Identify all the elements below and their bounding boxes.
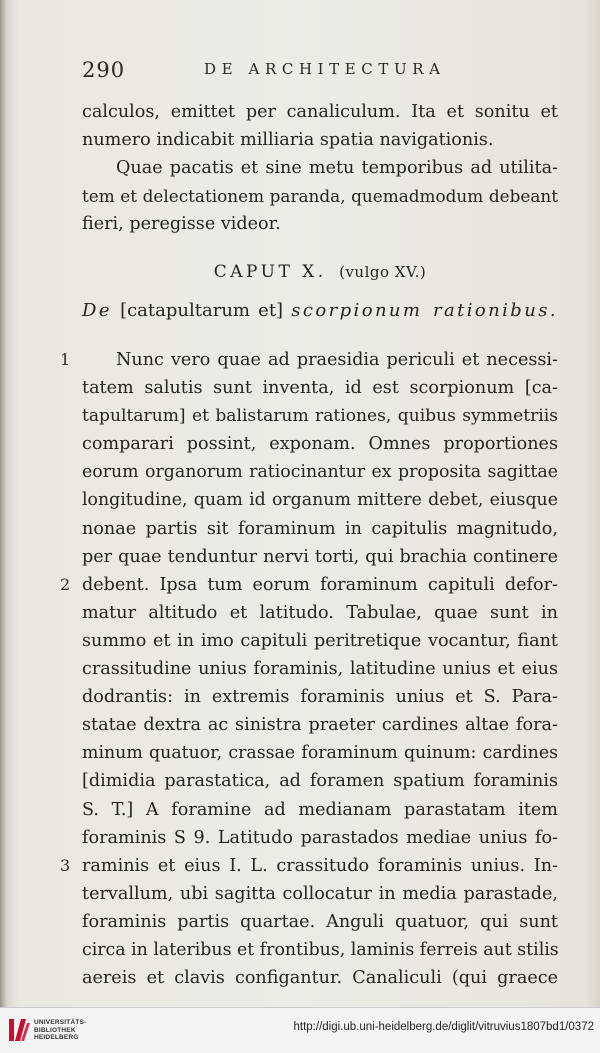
source-url-link[interactable]: http://digi.ub.uni-heidelberg.de/diglit/vitruvius1807bd1/0372 (293, 1021, 594, 1033)
text-line: fieri, peregisse videor. (82, 214, 281, 235)
line-text: raminis et eius I. L. crassitudo foraminis unius. In- (82, 855, 558, 876)
text-line (82, 796, 558, 824)
line-text: aereis et clavis configantur. Canaliculi (qui graece (82, 968, 558, 989)
library-name (34, 1019, 86, 1042)
text-line (82, 739, 558, 767)
university-library-logo-icon (8, 1017, 30, 1043)
text-line (82, 627, 558, 655)
margin-section-number: 1 (60, 350, 71, 369)
text-line (82, 374, 558, 402)
line-text: foraminis partis quartae. Anguli quatuor, qui sunt (82, 911, 558, 932)
line-text: matur altitudo et latitudo. Tabulae, quae sunt in (82, 602, 558, 623)
text-line (82, 964, 558, 992)
text-line (82, 543, 558, 571)
line-text: statae dextra ac sinistra praeter cardines altae fora- (82, 715, 558, 736)
running-head (82, 58, 572, 84)
text-line (82, 458, 558, 486)
page-number: 290 (82, 58, 126, 82)
line-text: comparari possint, exponam. Omnes proportiones (82, 434, 558, 455)
text-line (82, 824, 558, 852)
subtitle-bracket: [catapultarum et] (120, 300, 284, 321)
text-line (60, 571, 558, 599)
text-line (82, 880, 558, 908)
text-line (82, 599, 558, 627)
line-text: S. T.] A foramine ad medianam parastatam item (82, 799, 558, 820)
margin-section-number: 3 (60, 855, 71, 875)
margin-section-number: 2 (60, 574, 71, 594)
line-text: longitudine, quam id organum mittere debet, eiusque (82, 490, 558, 511)
line-text: tatem salutis sunt inventa, id est scorpionum [ca- (82, 378, 558, 399)
line-text: eorum organorum ratiocinantur ex proposita sagittae (82, 462, 558, 483)
subtitle-italic: scorpionum rationibus. (291, 300, 558, 321)
text-line (82, 655, 558, 683)
intro-paragraph (82, 98, 558, 238)
line-text: nonae partis sit foraminum in capitulis magnitudo, (82, 518, 558, 539)
text-line (60, 346, 558, 374)
library-name-line: BIBLIOTHEK (34, 1026, 76, 1034)
line-text: debent. Ipsa tum eorum foraminum capituli defor- (82, 574, 558, 595)
line-text: tapultarum] et balistarum rationes, quibus symmetriis (82, 406, 558, 427)
line-text: minum quatuor, crassae foraminum quinum: cardines (82, 743, 558, 764)
line-text: dodrantis: in extremis foraminis unius et S. Para- (82, 687, 558, 708)
line-text: summo et in imo capituli peritretique vocantur, fiant (82, 630, 558, 651)
chapter-subtitle (82, 300, 558, 330)
page-header-title: DE ARCHITECTURA (204, 60, 446, 78)
text-line: tem et delectationem paranda, quemadmodum debeant (82, 186, 558, 207)
text-line (82, 515, 558, 543)
text-line (82, 711, 558, 739)
text-line: numero indicabit milliaria spatia navigationis. (82, 130, 494, 151)
text-line (60, 852, 558, 880)
line-text: crassitudine unius foraminis, latitudine unius et eius (82, 659, 558, 680)
text-line: Quae pacatis et sine metu temporibus ad utilita- (116, 158, 558, 179)
chapter-heading (82, 262, 558, 282)
text-line (82, 767, 558, 795)
line-text: tervallum, ubi sagitta collocatur in media parastade, (82, 883, 558, 904)
chapter-alt-number: (vulgo XV.) (339, 263, 427, 281)
line-text: per quae tenduntur nervi torti, qui brachia continere (82, 546, 558, 567)
text-line (82, 936, 558, 964)
main-paragraph (60, 346, 559, 992)
digital-library-footer (0, 1007, 600, 1053)
line-text: foraminis S 9. Latitudo parastados mediae unius fo- (82, 827, 558, 848)
text-line (82, 683, 558, 711)
text-line (82, 486, 558, 514)
text-line (82, 430, 558, 458)
library-name-line: UNIVERSITÄTS- (34, 1019, 87, 1026)
line-text: [dimidia parastatica, ad foramen spatium foraminis (82, 771, 558, 792)
line-text: Nunc vero quae ad praesidia periculi et necessi- (116, 350, 558, 370)
text-line (82, 402, 558, 430)
library-name-line: HEIDELBERG (34, 1034, 79, 1041)
line-text: circa in lateribus et frontibus, laminis ferreis aut stilis (82, 939, 559, 960)
chapter-number: CAPUT X. (213, 262, 327, 282)
subtitle-de: De (82, 300, 112, 321)
text-line (82, 908, 558, 936)
text-line: calculos, emittet per canaliculum. Ita et sonitu et (82, 102, 558, 122)
page-binding-shadow (0, 0, 6, 1007)
